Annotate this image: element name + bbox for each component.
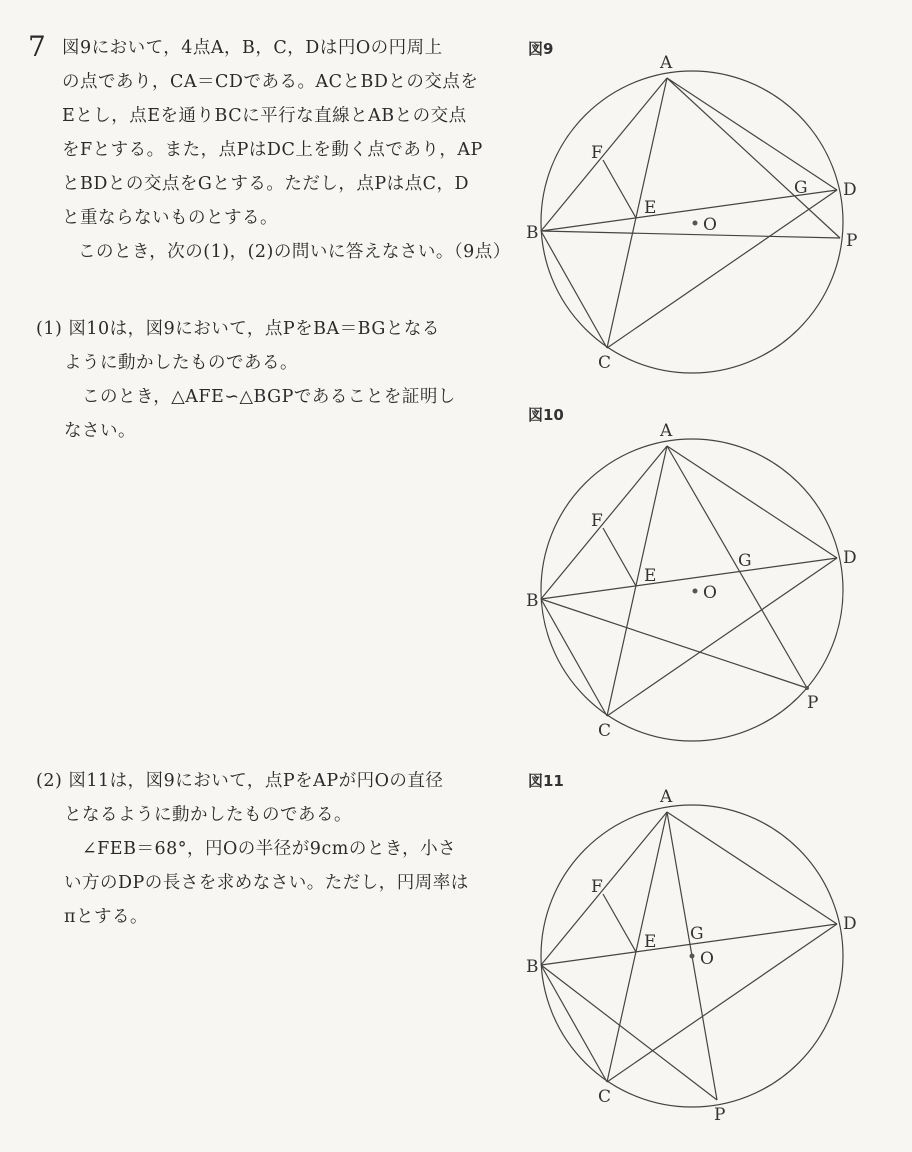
segment-bd: [541, 558, 837, 599]
label-f: F: [591, 143, 603, 163]
label-g: G: [794, 178, 808, 198]
label-a: A: [660, 787, 673, 807]
label-o: O: [703, 215, 717, 235]
figure-11-diagram: [520, 784, 860, 1124]
center-o: [693, 221, 698, 226]
circle-o: [541, 439, 843, 741]
segment-fe: [603, 894, 636, 952]
point-p: [805, 686, 809, 690]
segment-bd: [541, 924, 837, 965]
label-c: C: [598, 353, 612, 373]
question-2: [36, 764, 506, 934]
label-d: D: [843, 180, 857, 200]
problem-intro: [62, 31, 511, 269]
label-c: C: [598, 1087, 612, 1107]
label-f: F: [591, 877, 603, 897]
segment-bp: [541, 599, 807, 688]
figure-11-label: 図11: [528, 772, 564, 790]
segment-bd: [541, 190, 837, 231]
segment-ac: [607, 812, 667, 1082]
label-f: F: [591, 511, 603, 531]
center-o: [690, 954, 695, 959]
label-b: B: [526, 223, 539, 243]
label-p: P: [714, 1105, 726, 1125]
intro-line: と重ならないものとする。: [62, 208, 278, 228]
label-e: E: [644, 566, 657, 586]
problem-number: 7: [28, 30, 46, 63]
label-g: G: [738, 551, 752, 571]
segment-ad: [667, 78, 837, 190]
figure-10-diagram: [520, 418, 860, 748]
intro-line: の点であり，CA＝CDである。ACとBDとの交点を: [62, 72, 479, 92]
segment-ad: [667, 812, 837, 924]
figure-10-label: 図10: [528, 406, 564, 424]
segment-fe: [603, 160, 636, 218]
question-1: [36, 312, 506, 448]
q1-line: ように動かしたものである。: [64, 353, 298, 373]
q2-line: い方のDPの長さを求めなさい。ただし，円周率は: [64, 873, 469, 893]
figure-9-diagram: [520, 50, 860, 380]
label-e: E: [644, 932, 657, 952]
q2-line: πとする。: [64, 907, 149, 927]
q2-line: ∠FEB＝68°，円Oの半径が9cmのとき，小さ: [82, 839, 457, 859]
intro-line: このとき，次の(1)，(2)の問いに答えなさい。（9点）: [78, 242, 511, 262]
figure-9-label: 図9: [528, 40, 554, 58]
q1-line: このとき，△AFE∽△BGPであることを証明し: [82, 387, 456, 407]
segment-bc: [541, 965, 607, 1082]
q2-line: (2) 図11は，図9において，点PをAPが円Oの直径: [36, 771, 444, 791]
q1-line: (1) 図10は，図9において，点PをBA＝BGとなる: [36, 319, 440, 339]
center-o: [693, 589, 698, 594]
label-o: O: [703, 583, 717, 603]
label-g: G: [690, 924, 704, 944]
segment-ap: [667, 78, 840, 238]
segment-ad: [667, 446, 837, 558]
intro-line: Eとし，点Eを通りBCに平行な直線とABとの交点: [62, 106, 467, 126]
segment-bc: [541, 599, 607, 716]
q1-line: なさい。: [64, 421, 136, 441]
label-o: O: [700, 949, 714, 969]
label-b: B: [526, 957, 539, 977]
label-c: C: [598, 721, 612, 741]
intro-line: をFとする。また，点PはDC上を動く点であり，AP: [62, 140, 483, 160]
segment-ac: [607, 446, 667, 716]
label-a: A: [660, 53, 673, 73]
segment-fe: [603, 528, 636, 586]
label-p: P: [807, 693, 819, 713]
segment-bp: [541, 231, 840, 238]
q2-line: となるように動かしたものである。: [64, 805, 352, 825]
label-d: D: [843, 914, 857, 934]
circle-o: [541, 71, 843, 373]
label-b: B: [526, 591, 539, 611]
label-d: D: [843, 548, 857, 568]
intro-line: 図9において，4点A，B，C，Dは円Oの円周上: [62, 38, 443, 58]
label-p: P: [846, 231, 858, 251]
intro-line: とBDとの交点をGとする。ただし，点Pは点C，D: [62, 174, 470, 194]
segment-ap: [667, 446, 807, 688]
segment-bc: [541, 231, 607, 348]
label-a: A: [660, 421, 673, 441]
label-e: E: [644, 198, 657, 218]
segment-ac: [607, 78, 667, 348]
